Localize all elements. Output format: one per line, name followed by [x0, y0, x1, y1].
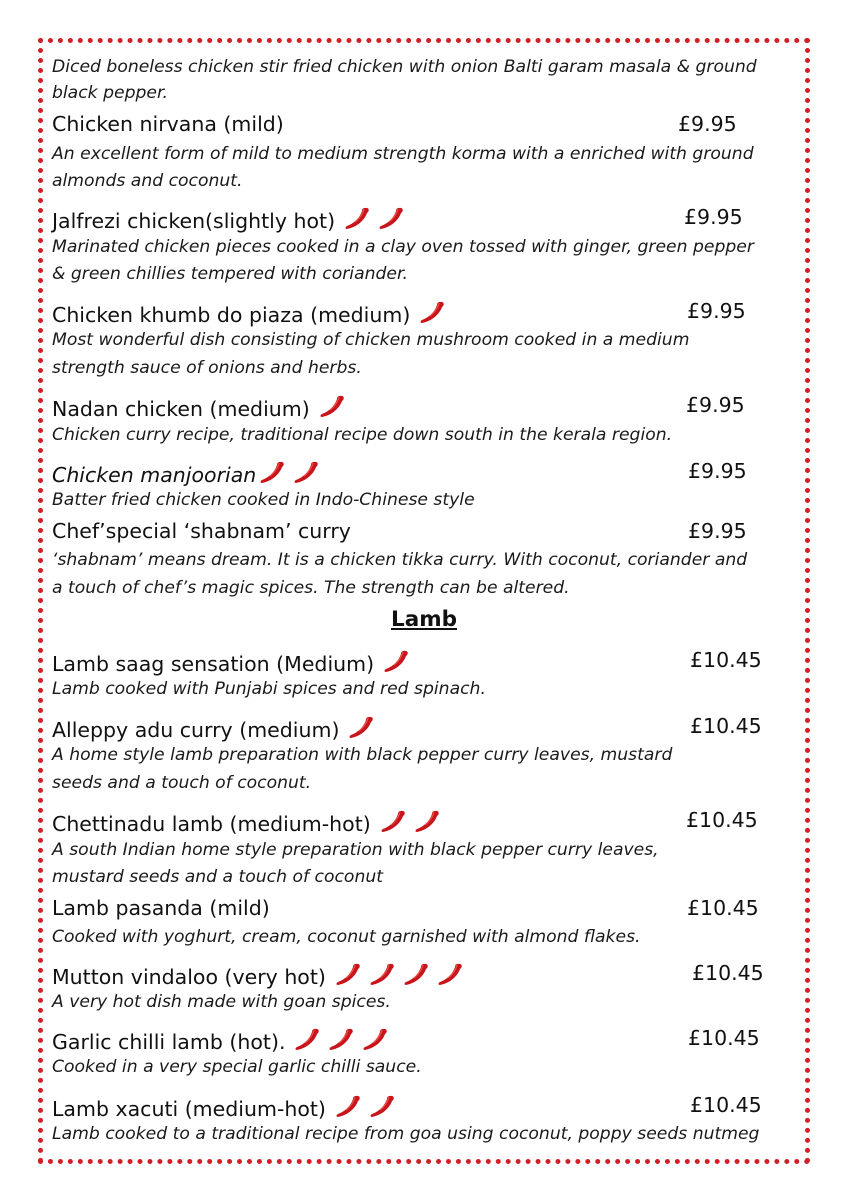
- chilli-pepper-icon: [327, 1025, 355, 1053]
- menu-item-price: £10.45: [690, 1093, 762, 1117]
- menu-item-title: [52, 392, 352, 426]
- menu-item-title-text: Chicken manjoorian: [52, 463, 257, 487]
- item-description: Cooked in a very special garlic chilli sauce.: [52, 1057, 422, 1077]
- chilli-pepper-icon: [361, 1025, 389, 1053]
- menu-item-price: £10.45: [690, 648, 762, 672]
- chilli-pepper-icon: [368, 960, 396, 988]
- menu-item-title-text: Garlic chilli lamb (hot).: [52, 1030, 286, 1054]
- chilli-pepper-icon: [436, 960, 464, 988]
- menu-item-price: £10.45: [686, 808, 758, 832]
- menu-item-price: £10.45: [690, 714, 762, 738]
- item-description: Batter fried chicken cooked in Indo-Chinese style: [52, 490, 475, 510]
- chilli-pepper-icon: [402, 960, 430, 988]
- menu-item-title-text: Chettinadu lamb (medium-hot): [52, 812, 371, 836]
- item-description: a touch of chef’s magic spices. The strength can be altered.: [52, 578, 570, 598]
- menu-item-price: £10.45: [692, 961, 764, 985]
- chilli-pepper-icon: [258, 458, 286, 486]
- item-description: & green chillies tempered with coriander.: [52, 264, 408, 284]
- item-description: black pepper.: [52, 83, 168, 103]
- item-description: A south Indian home style preparation with black pepper curry leaves,: [52, 840, 659, 860]
- item-description: Marinated chicken pieces cooked in a clay oven tossed with ginger, green pepper: [52, 237, 754, 257]
- chilli-pepper-icon: [343, 204, 371, 232]
- item-description: Diced boneless chicken stir fried chicken with onion Balti garam masala & ground: [52, 57, 757, 77]
- item-description: Lamb cooked with Punjabi spices and red spinach.: [52, 679, 486, 699]
- chilli-pepper-icon: [418, 298, 446, 326]
- item-description: strength sauce of onions and herbs.: [52, 358, 362, 378]
- menu-item-title: Chef’special ‘shabnam’ curry: [52, 519, 351, 543]
- menu-item-price: £9.95: [684, 205, 743, 229]
- chilli-pepper-icon: [292, 458, 320, 486]
- menu-item-title: Chicken nirvana (mild): [52, 112, 284, 136]
- menu-item-title-text: Jalfrezi chicken(slightly hot): [52, 209, 336, 233]
- item-description: An excellent form of mild to medium strength korma with a enriched with ground: [52, 144, 754, 164]
- item-description: Most wonderful dish consisting of chicken mushroom cooked in a medium: [52, 330, 690, 350]
- chilli-pepper-icon: [379, 807, 407, 835]
- menu-item-price: £10.45: [687, 896, 759, 920]
- chilli-pepper-icon: [413, 807, 441, 835]
- menu-item-price: £9.95: [686, 393, 745, 417]
- item-description: Cooked with yoghurt, cream, coconut garnished with almond flakes.: [52, 927, 641, 947]
- menu-item-title: Lamb pasanda (mild): [52, 896, 270, 920]
- menu-item-title-text: Lamb saag sensation (Medium): [52, 652, 375, 676]
- chilli-rating: [379, 807, 447, 841]
- menu-item-title-text: Nadan chicken (medium): [52, 397, 310, 421]
- item-description: almonds and coconut.: [52, 171, 243, 191]
- menu-item-title-text: Lamb xacuti (medium-hot): [52, 1097, 326, 1121]
- chilli-pepper-icon: [382, 647, 410, 675]
- menu-item-title-text: Alleppy adu curry (medium): [52, 718, 340, 742]
- chilli-pepper-icon: [334, 1092, 362, 1120]
- menu-item-price: £9.95: [678, 112, 737, 136]
- menu-item-title-text: Chicken khumb do piaza (medium): [52, 303, 411, 327]
- chilli-pepper-icon: [347, 713, 375, 741]
- menu-item-price: £9.95: [688, 459, 747, 483]
- menu-item-title: [52, 807, 447, 841]
- item-description: Chicken curry recipe, traditional recipe down south in the kerala region.: [52, 425, 673, 445]
- chilli-pepper-icon: [334, 960, 362, 988]
- item-description: seeds and a touch of coconut.: [52, 773, 312, 793]
- item-description: ‘shabnam’ means dream. It is a chicken tikka curry. With coconut, coriander and: [52, 550, 748, 570]
- chilli-rating: [318, 392, 352, 426]
- item-description: mustard seeds and a touch of coconut: [52, 867, 383, 887]
- menu-item-title: [52, 204, 411, 238]
- chilli-pepper-icon: [368, 1092, 396, 1120]
- menu-item-title-text: Mutton vindaloo (very hot): [52, 965, 326, 989]
- chilli-pepper-icon: [293, 1025, 321, 1053]
- section-heading-lamb: Lamb: [391, 607, 458, 632]
- item-description: A home style lamb preparation with black pepper curry leaves, mustard: [52, 745, 673, 765]
- chilli-pepper-icon: [377, 204, 405, 232]
- menu-item-price: £10.45: [688, 1026, 760, 1050]
- chilli-rating: [343, 204, 411, 238]
- menu-item-price: £9.95: [687, 299, 746, 323]
- chilli-pepper-icon: [318, 392, 346, 420]
- item-description: Lamb cooked to a traditional recipe from goa using coconut, poppy seeds nutmeg: [52, 1124, 760, 1144]
- item-description: A very hot dish made with goan spices.: [52, 992, 391, 1012]
- menu-item-price: £9.95: [688, 519, 747, 543]
